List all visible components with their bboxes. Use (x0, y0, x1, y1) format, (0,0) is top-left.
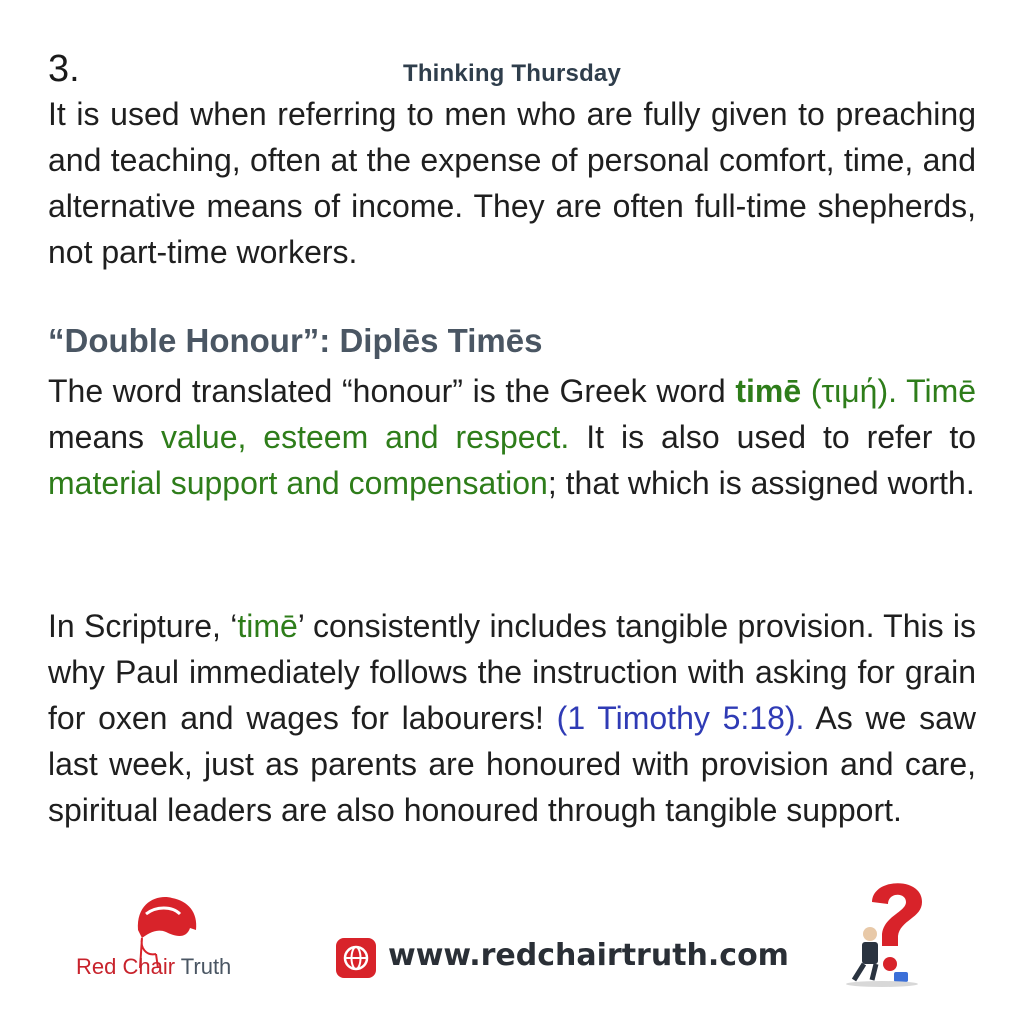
text-span: ’ consistently includes tangible provision. This is why Paul immediately follows the instruction with asking for grain for oxen and wages for labourers! (48, 608, 977, 736)
paragraph-intro: It is used when referring to men who are fully given to preaching and teaching, often at the expense of personal comfort, time, and alternative means of income. They are often full-time shepherds, not part-time workers. (48, 96, 976, 270)
greek-word: timē (735, 373, 802, 409)
slide-number: 3. (48, 48, 80, 90)
page-title: Thinking Thursday (402, 60, 622, 87)
paragraph-scripture (48, 603, 976, 833)
greek-word-2: Timē (906, 373, 977, 409)
text-span: means (48, 419, 161, 455)
text-span: It is also used to refer to (569, 419, 977, 455)
meaning-highlight: value, esteem and respect. (160, 419, 570, 455)
website-link[interactable]: www.redchairtruth.com (388, 938, 789, 973)
globe-icon (336, 938, 376, 978)
paragraph-definition (48, 368, 976, 506)
text-span: As we saw last week, just as parents are honoured with provision and care, spiritual leaders are also honoured through tangible support. (48, 700, 977, 828)
greek-word-3: timē (237, 608, 298, 644)
text-span: In Scripture, ‘ (48, 608, 238, 644)
scripture-reference: (1 Timothy 5:18). (556, 700, 805, 736)
brand-name (76, 954, 231, 980)
support-highlight: material support and compensation (48, 465, 548, 501)
text-span: ; that which is assigned worth. (547, 465, 975, 501)
section-heading: “Double Honour”: Diplēs Timēs (48, 322, 543, 359)
greek-script: (τιμή). (801, 373, 898, 409)
text-span: The word translated “honour” is the Greek word (48, 373, 736, 409)
brand-name-red: Red Chair (76, 954, 176, 979)
brand-name-grey: Truth (180, 954, 232, 979)
question-mark-thinker-icon (842, 872, 932, 987)
